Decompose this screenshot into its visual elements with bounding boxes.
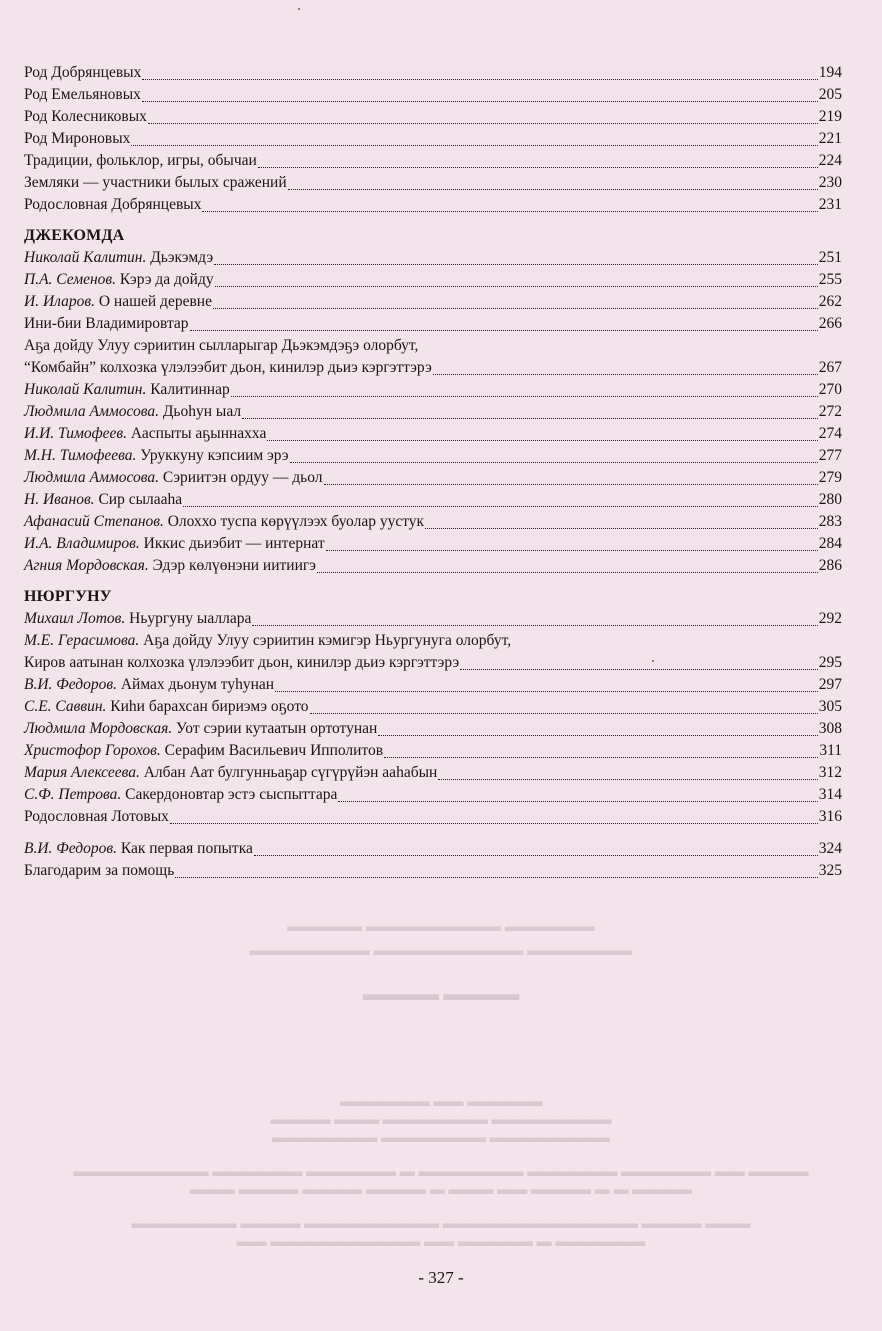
toc-entry bbox=[24, 533, 842, 555]
entry-text bbox=[24, 718, 377, 740]
entry-author: Христофор Горохов. bbox=[24, 742, 161, 759]
toc-entry bbox=[24, 291, 842, 313]
entry-author: С.Е. Саввин. bbox=[24, 698, 107, 715]
toc-entry bbox=[24, 652, 842, 674]
entry-text bbox=[24, 401, 241, 423]
entry-title: Ааспыты аҕыннахха bbox=[130, 425, 267, 442]
entry-title: Родословная Лотовых bbox=[24, 808, 169, 825]
entry-author: Людмила Аммосова. bbox=[24, 403, 159, 420]
entry-author: И.А. Владимиров. bbox=[24, 535, 140, 552]
entry-author: М.Е. Герасимова. bbox=[24, 632, 140, 649]
show-through-text: ▬▬▬▬▬▬ ▬▬▬▬▬▬▬▬▬ ▬▬▬▬▬ bbox=[287, 919, 595, 935]
entry-text bbox=[24, 269, 214, 291]
dot-leader bbox=[170, 822, 818, 824]
entry-author: Николай Калитин. bbox=[24, 249, 147, 266]
entry-text bbox=[24, 84, 141, 106]
entry-title: Сэриитэн ордуу — дьол bbox=[162, 469, 323, 486]
toc-entry bbox=[24, 247, 842, 269]
toc-entry bbox=[24, 467, 842, 489]
show-through-text: ▬▬▬▬ ▬▬ ▬▬▬▬▬▬ ▬▬▬▬▬▬ ▬▬▬▬▬▬▬ ▬ ▬▬▬▬▬▬ ▬▬▬▬▬▬ ▬▬▬▬▬▬▬▬▬ bbox=[73, 1164, 809, 1180]
page-ref: 277 bbox=[818, 447, 842, 464]
entry-text bbox=[24, 62, 141, 84]
entry-author: В.И. Федоров. bbox=[24, 840, 117, 857]
entry-text bbox=[24, 806, 169, 828]
page-ref: 230 bbox=[818, 174, 842, 191]
entry-title: Дьэкэмдэ bbox=[150, 249, 214, 266]
print-speck bbox=[298, 8, 300, 10]
entry-title: Родословная Добрянцевых bbox=[24, 196, 202, 213]
show-through-text: ▬▬▬▬ ▬▬▬▬ bbox=[362, 984, 520, 1005]
entry-author: Людмила Мордовская. bbox=[24, 720, 173, 737]
entry-text bbox=[24, 106, 147, 128]
show-through-text: ▬▬▬▬▬▬ ▬ ▬▬▬▬▬ ▬▬ ▬▬▬▬▬▬▬▬▬▬ ▬▬ bbox=[236, 1234, 646, 1250]
show-through-text: ▬▬▬▬▬▬▬ ▬▬▬▬▬▬▬▬▬▬ ▬▬▬▬▬▬▬▬ bbox=[249, 943, 633, 959]
entry-title: Уот сэрии кутаатын ортотунан bbox=[176, 720, 378, 737]
entry-text bbox=[24, 379, 230, 401]
page-ref: 224 bbox=[818, 152, 842, 169]
page-ref: 297 bbox=[818, 676, 842, 693]
dot-leader bbox=[324, 483, 818, 485]
entry-text bbox=[24, 555, 316, 577]
section-spacer bbox=[24, 828, 842, 838]
entry-title: О нашей деревне bbox=[98, 293, 212, 310]
entry-title: Калитиннар bbox=[150, 381, 230, 398]
entry-text bbox=[24, 696, 309, 718]
page-ref: 219 bbox=[818, 108, 842, 125]
page-ref: 279 bbox=[818, 469, 842, 486]
entry-title: Традиции, фольклор, игры, обычаи bbox=[24, 152, 257, 169]
dot-leader bbox=[288, 188, 818, 190]
dot-leader bbox=[317, 571, 818, 573]
entry-text bbox=[24, 150, 257, 172]
table-of-contents bbox=[24, 62, 842, 882]
toc-entry bbox=[24, 357, 842, 379]
entry-author: М.Н. Тимофеева. bbox=[24, 447, 137, 464]
page-ref: 284 bbox=[818, 535, 842, 552]
dot-leader bbox=[202, 210, 817, 212]
page-ref: 194 bbox=[818, 64, 842, 81]
dot-leader bbox=[242, 417, 818, 419]
entry-author: Людмила Аммосова. bbox=[24, 469, 159, 486]
entry-text bbox=[24, 533, 325, 555]
page-ref: 267 bbox=[818, 359, 842, 376]
toc-entry bbox=[24, 696, 842, 718]
dot-leader bbox=[148, 122, 818, 124]
entry-text bbox=[24, 511, 424, 533]
dot-leader bbox=[338, 800, 817, 802]
entry-title: Олоххо туспа көрүүлээх буолар уустук bbox=[167, 513, 425, 530]
show-through-text: ▬▬▬▬ ▬ ▬ ▬▬▬▬ ▬▬ ▬▬▬ ▬ ▬▬▬▬ ▬▬▬▬ ▬▬▬▬ ▬▬▬ bbox=[189, 1182, 693, 1198]
show-through-text: ▬▬▬▬▬▬▬▬ ▬▬▬▬▬▬▬ ▬▬▬▬▬▬▬ bbox=[272, 1130, 610, 1146]
dot-leader bbox=[258, 166, 818, 168]
page-ref: 308 bbox=[818, 720, 842, 737]
toc-entry bbox=[24, 313, 842, 335]
toc-entry bbox=[24, 762, 842, 784]
show-through-text: ▬▬▬▬▬▬▬▬ ▬▬▬▬▬▬▬ ▬▬▬ ▬▬▬▬ bbox=[270, 1112, 612, 1128]
dot-leader bbox=[425, 527, 818, 529]
entry-title: Как первая попытка bbox=[120, 840, 253, 857]
entry-title: Сакердоновтар эстэ сыспыттара bbox=[125, 786, 338, 803]
toc-entry bbox=[24, 269, 842, 291]
entry-text bbox=[24, 247, 213, 269]
dot-leader bbox=[175, 876, 817, 878]
entry-title: Аҕа дойду Улуу сэриитин кэмигэр Ньургунуга олорбут, bbox=[143, 632, 512, 649]
dot-leader bbox=[438, 778, 817, 780]
entry-title: Кэрэ да дойду bbox=[119, 271, 214, 288]
entry-title: Иккис дьиэбит — интернат bbox=[143, 535, 325, 552]
toc-entry bbox=[24, 740, 842, 762]
dot-leader bbox=[231, 395, 818, 397]
page-ref: 251 bbox=[818, 249, 842, 266]
entry-title: Род Емельяновых bbox=[24, 86, 141, 103]
dot-leader bbox=[214, 263, 818, 265]
page-ref: 272 bbox=[818, 403, 842, 420]
toc-entry bbox=[24, 860, 842, 882]
page-ref: 324 bbox=[818, 840, 842, 857]
entry-title: Уруккуну кэпсиим эрэ bbox=[140, 447, 289, 464]
entry-text bbox=[24, 313, 189, 335]
dot-leader bbox=[142, 78, 817, 80]
entry-text bbox=[24, 740, 383, 762]
toc-entry bbox=[24, 784, 842, 806]
page-ref: 205 bbox=[818, 86, 842, 103]
toc-entry-line bbox=[24, 630, 842, 652]
entry-title: Албан Аат булгунньаҕар сүгүрүйэн ааһабын bbox=[143, 764, 438, 781]
entry-text bbox=[24, 674, 274, 696]
entry-title: Дьоһун ыал bbox=[162, 403, 242, 420]
entry-text bbox=[24, 632, 511, 649]
entry-title: Эдэр көлүөнэни иитиигэ bbox=[152, 557, 316, 574]
page-ref: 262 bbox=[818, 293, 842, 310]
entry-title: Ини-бии Владимировтар bbox=[24, 315, 189, 332]
entry-text bbox=[24, 445, 289, 467]
page-ref: 292 bbox=[818, 610, 842, 627]
dot-leader bbox=[290, 461, 818, 463]
section-heading: НЮРГУНУ bbox=[24, 588, 112, 605]
entry-author: Н. Иванов. bbox=[24, 491, 95, 508]
page-ref: 325 bbox=[818, 862, 842, 879]
entry-text bbox=[24, 291, 212, 313]
toc-entry-line bbox=[24, 335, 842, 357]
entry-text bbox=[24, 489, 182, 511]
toc-entry bbox=[24, 62, 842, 84]
entry-title: Сир сылааһа bbox=[98, 491, 183, 508]
show-through-text: ▬▬▬ ▬▬▬▬ ▬▬▬▬▬▬▬▬▬▬▬▬▬ ▬▬▬▬▬▬▬▬▬ ▬▬▬▬ ▬▬▬▬▬▬▬ bbox=[131, 1216, 751, 1232]
entry-author: П.А. Семенов. bbox=[24, 271, 117, 288]
entry-author: И.И. Тимофеев. bbox=[24, 425, 128, 442]
page-ref: 283 bbox=[818, 513, 842, 530]
toc-entry bbox=[24, 674, 842, 696]
dot-leader bbox=[267, 439, 817, 441]
page-ref: 312 bbox=[818, 764, 842, 781]
toc-entry bbox=[24, 401, 842, 423]
entry-author: И. Иларов. bbox=[24, 293, 95, 310]
dot-leader bbox=[213, 307, 818, 309]
toc-entry bbox=[24, 84, 842, 106]
entry-text bbox=[24, 784, 337, 806]
entry-text bbox=[24, 357, 432, 379]
dot-leader bbox=[460, 668, 818, 670]
entry-author: В.И. Федоров. bbox=[24, 676, 117, 693]
entry-title: Благодарим за помощь bbox=[24, 862, 175, 879]
entry-author: Михаил Лотов. bbox=[24, 610, 126, 627]
page-ref: 255 bbox=[818, 271, 842, 288]
section-heading: ДЖЕКОМДА bbox=[24, 227, 125, 244]
entry-text bbox=[24, 838, 253, 860]
toc-entry bbox=[24, 128, 842, 150]
toc-entry bbox=[24, 555, 842, 577]
entry-text bbox=[24, 337, 418, 354]
dot-leader bbox=[254, 854, 818, 856]
entry-title: “Комбайн” колхозка үлэлээбит дьон, кинилэр дьиэ кэргэттэрэ bbox=[24, 359, 432, 376]
toc-entry bbox=[24, 423, 842, 445]
toc-entry bbox=[24, 445, 842, 467]
page-ref: 266 bbox=[818, 315, 842, 332]
entry-title: Ньургуну ыаллара bbox=[129, 610, 252, 627]
toc-entry bbox=[24, 172, 842, 194]
show-through-text: ▬▬▬▬▬ ▬▬ ▬▬▬▬▬▬ bbox=[339, 1094, 543, 1110]
entry-title: Аймах дьонум туһунан bbox=[120, 676, 275, 693]
entry-text bbox=[24, 652, 459, 674]
page-ref: 316 bbox=[818, 808, 842, 825]
page-ref: 286 bbox=[818, 557, 842, 574]
entry-author: С.Ф. Петрова. bbox=[24, 786, 122, 803]
entry-text bbox=[24, 128, 130, 150]
page-ref: 311 bbox=[819, 742, 842, 759]
dot-leader bbox=[215, 285, 818, 287]
entry-text bbox=[24, 423, 266, 445]
toc-entry bbox=[24, 194, 842, 216]
entry-title: Род Колесниковых bbox=[24, 108, 147, 125]
entry-title: Киһи барахсан бириэмэ оҕото bbox=[110, 698, 309, 715]
toc-entry bbox=[24, 718, 842, 740]
dot-leader bbox=[142, 100, 818, 102]
entry-text bbox=[24, 762, 437, 784]
page-ref: 295 bbox=[818, 654, 842, 671]
page-ref: 274 bbox=[818, 425, 842, 442]
entry-author: Николай Калитин. bbox=[24, 381, 147, 398]
dot-leader bbox=[183, 505, 818, 507]
toc-entry bbox=[24, 150, 842, 172]
entry-author: Мария Алексеева. bbox=[24, 764, 140, 781]
dot-leader bbox=[252, 624, 817, 626]
dot-leader bbox=[378, 734, 817, 736]
dot-leader bbox=[131, 144, 817, 146]
dot-leader bbox=[433, 373, 818, 375]
page-ref: 270 bbox=[818, 381, 842, 398]
dot-leader bbox=[384, 756, 818, 758]
entry-text bbox=[24, 860, 174, 882]
print-speck bbox=[652, 660, 654, 662]
entry-text bbox=[24, 608, 251, 630]
toc-entry bbox=[24, 489, 842, 511]
page-ref: 305 bbox=[818, 698, 842, 715]
toc-entry bbox=[24, 806, 842, 828]
dot-leader bbox=[310, 712, 818, 714]
entry-title: Род Мироновых bbox=[24, 130, 131, 147]
entry-title: Аҕа дойду Улуу сэриитин сылларыгар Дьэкэмдэҕэ олорбут, bbox=[24, 337, 419, 354]
dot-leader bbox=[275, 690, 818, 692]
page-number: - 327 - bbox=[418, 1268, 464, 1287]
entry-text bbox=[24, 467, 323, 489]
entry-author: Агния Мордовская. bbox=[24, 557, 149, 574]
toc-entry bbox=[24, 379, 842, 401]
dot-leader bbox=[326, 549, 818, 551]
entry-title: Род Добрянцевых bbox=[24, 64, 142, 81]
entry-author: Афанасий Степанов. bbox=[24, 513, 164, 530]
toc-entry bbox=[24, 106, 842, 128]
toc-entry bbox=[24, 608, 842, 630]
entry-text bbox=[24, 172, 287, 194]
entry-title: Серафим Васильевич Ипполитов bbox=[164, 742, 384, 759]
entry-title: Киров аатынан колхозка үлэлээбит дьон, кинилэр дьиэ кэргэттэрэ bbox=[24, 654, 460, 671]
entry-text bbox=[24, 194, 201, 216]
page-ref: 231 bbox=[818, 196, 842, 213]
toc-entry bbox=[24, 838, 842, 860]
page-ref: 280 bbox=[818, 491, 842, 508]
entry-title: Земляки — участники былых сражений bbox=[24, 174, 287, 191]
dot-leader bbox=[190, 329, 818, 331]
page-ref: 221 bbox=[818, 130, 842, 147]
toc-entry bbox=[24, 511, 842, 533]
page-ref: 314 bbox=[818, 786, 842, 803]
